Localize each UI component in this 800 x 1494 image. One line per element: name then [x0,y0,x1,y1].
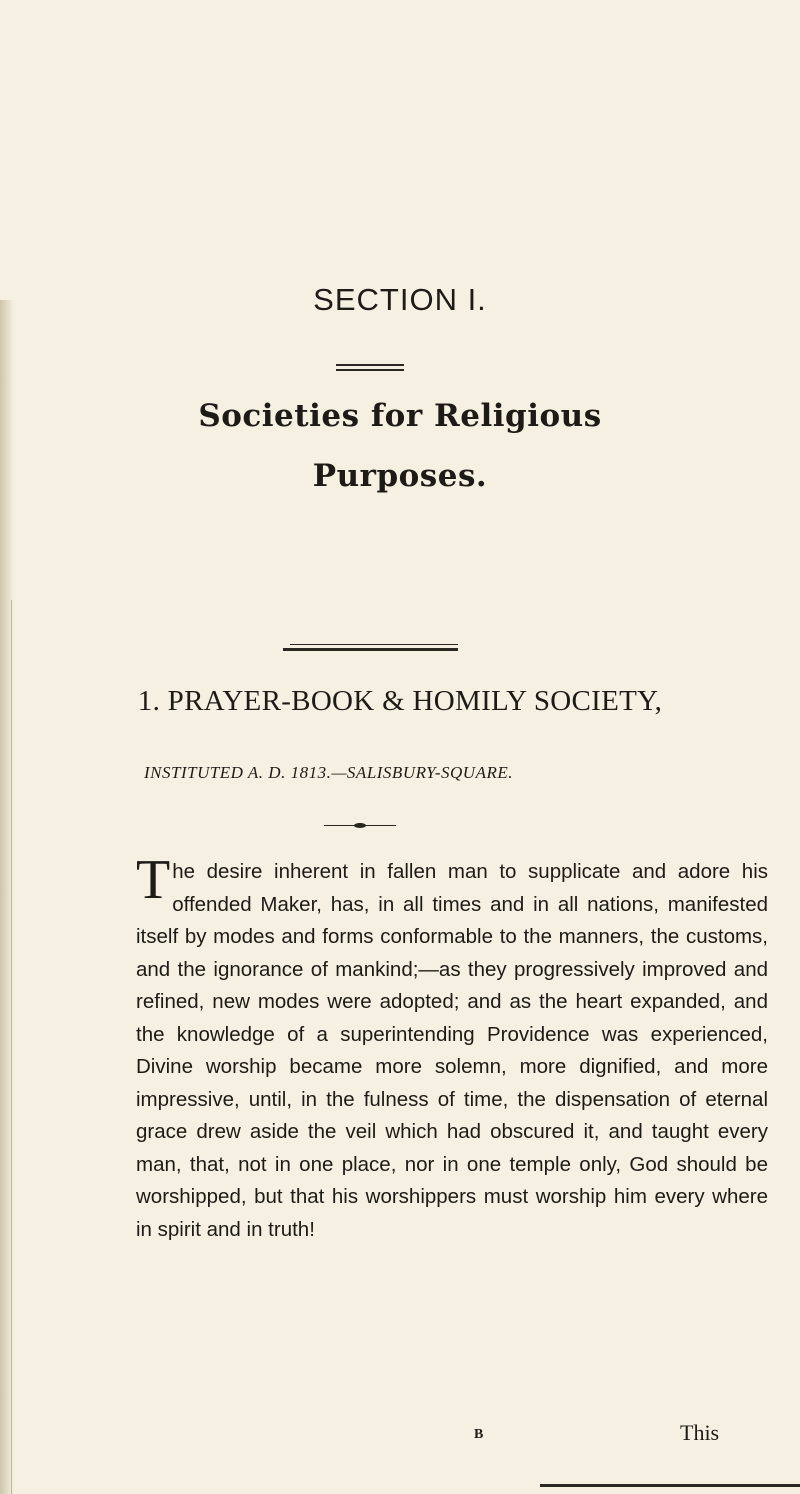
society-heading: 1. PRAYER-BOOK & HOMILY SOCIETY, [137,685,663,717]
chapter-title-line-2: Purposes. [312,458,488,494]
instituted-line: INSTITUTED A. D. 1813.—SALISBURY-SQUARE. [144,763,513,782]
page-edge-line [11,600,12,1494]
chapter-title-line-1: Societies for Religious [198,398,602,434]
body-paragraph [136,849,768,1246]
ornamental-rule-thin [290,644,458,645]
drop-cap: T [136,849,171,911]
decorative-rule-bottom [336,369,404,371]
ornamental-rule-thick [283,648,458,651]
catchword: This [680,1420,720,1445]
signature-mark: B [474,1427,484,1442]
bottom-rule [540,1484,800,1487]
body-paragraph-text: he desire inherent in fallen man to supplicate and adore his offended Maker, has, in all times and in all nations, manifested itself by modes and forms conformable to the manners, the customs, and the ignorance of mankind;—as they progressively improved and refined, new modes were adopted; and as the heart expanded, and the knowledge of a superintending Providence was experienced, Divine worship became more solemn, more dignified, and more impressive, until, in the fulness of time, the dispensation of eternal grace drew aside the veil which had obscured it, and taught every man, that, not in one place, nor in one temple only, God should be worshipped, but that his worshippers must worship him every where in spirit and in truth! [136,860,768,1241]
decorative-rule-top [336,364,404,366]
dash-ornament [324,825,396,826]
section-title: SECTION I. [313,282,487,317]
